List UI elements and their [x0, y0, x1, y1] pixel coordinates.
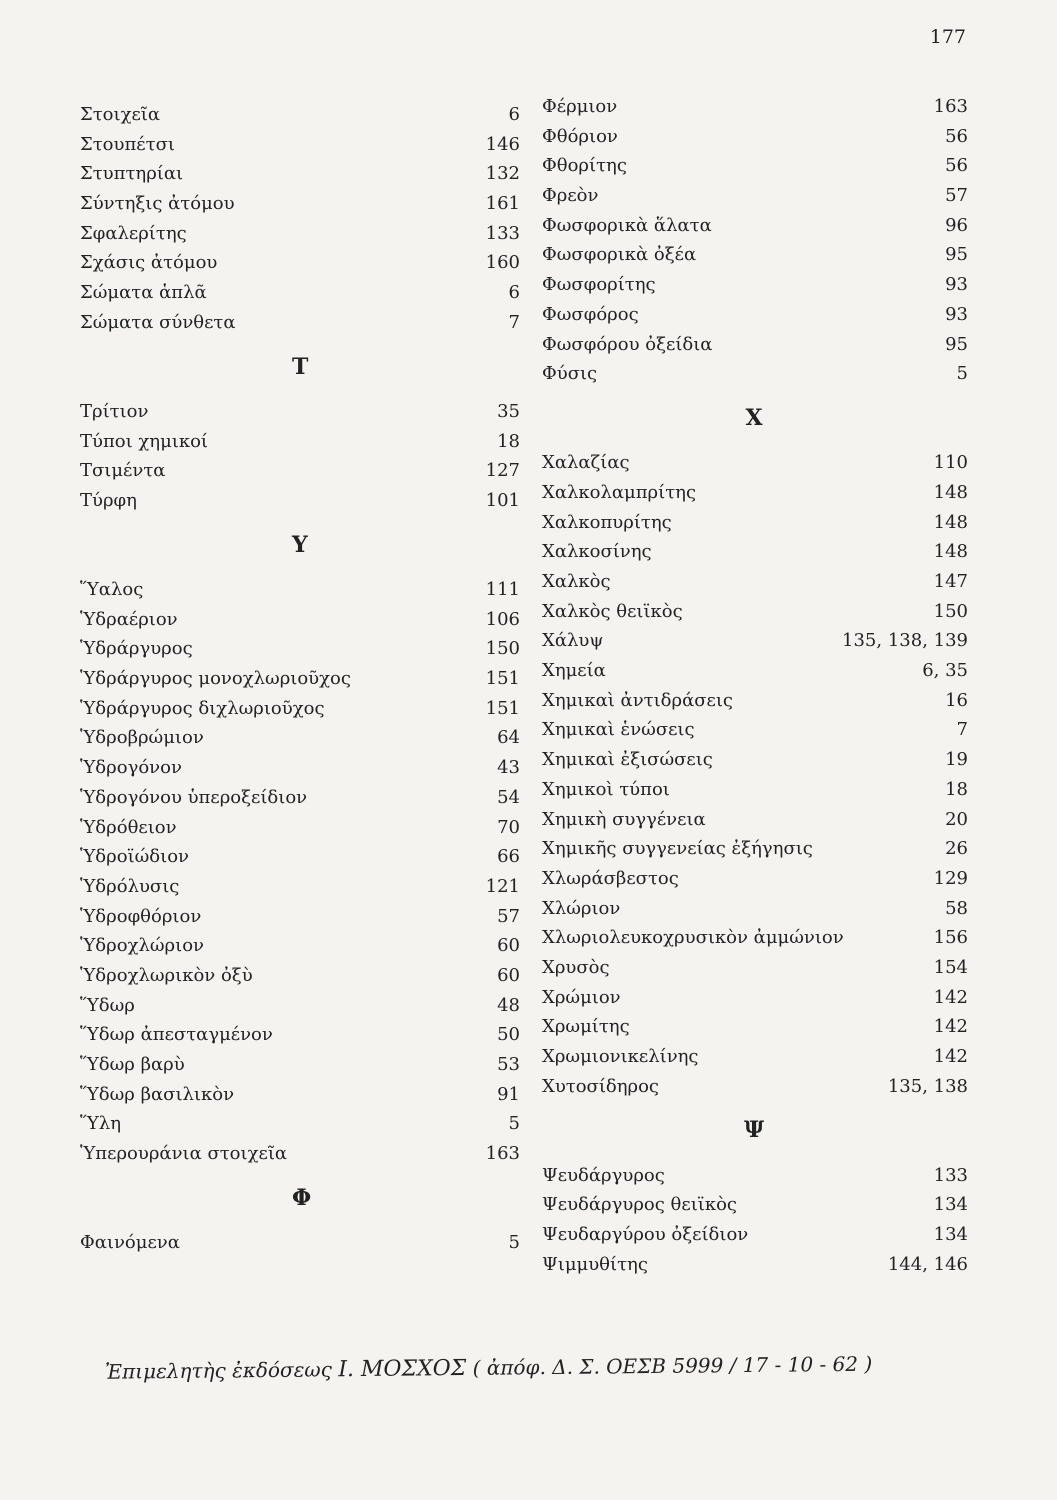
- index-term: Ὑδροχλώριον: [80, 935, 204, 957]
- index-term: Χημικοὶ τύποι: [542, 778, 670, 800]
- index-entry: [80, 278, 520, 308]
- index-page-ref: 106: [485, 608, 520, 630]
- index-entry: [540, 923, 968, 953]
- index-term: Ψιμμυθίτης: [542, 1253, 648, 1275]
- index-entry: [540, 537, 968, 567]
- index-term: Χρωμίτης: [542, 1016, 630, 1038]
- index-page-ref: 133: [485, 222, 520, 244]
- index-entry: [540, 151, 968, 181]
- index-entry: [540, 745, 968, 775]
- index-page-ref: 142: [933, 1046, 968, 1068]
- index-entry: [540, 1190, 968, 1220]
- index-page-ref: 60: [497, 935, 520, 957]
- index-page-ref: 7: [956, 719, 968, 741]
- footer-approval-note: ( ἀπόφ. Δ. Σ. ΟΕΣΒ 5999 / 17 - 10 - 62 ): [472, 1351, 873, 1380]
- index-page-ref: 54: [497, 786, 520, 808]
- index-page-ref: 53: [497, 1054, 520, 1076]
- index-term: Τσιμέντα: [80, 460, 166, 482]
- index-page-ref: 146: [485, 133, 520, 155]
- index-page-ref: 161: [485, 193, 520, 215]
- index-entry: [540, 597, 968, 627]
- index-term: Ὑδρόλυσις: [80, 875, 180, 897]
- index-term: Ὑδρογόνον: [80, 757, 182, 779]
- index-term: Φωσφόρος: [542, 303, 639, 325]
- index-term: Φθόριον: [542, 125, 618, 147]
- index-entry: [80, 486, 520, 516]
- index-term: Στυπτηρίαι: [80, 163, 184, 185]
- index-page-ref: 147: [933, 571, 968, 593]
- index-term: Ὕδωρ βαρὺ: [80, 1054, 185, 1076]
- index-entry: [80, 189, 520, 219]
- index-term: Σώματα σύνθετα: [80, 311, 236, 333]
- index-page-ref: 150: [933, 600, 968, 622]
- index-term: Χημικὴ συγγένεια: [542, 808, 706, 830]
- index-page-ref: 148: [933, 541, 968, 563]
- index-entry: [80, 308, 520, 338]
- index-entry: [540, 894, 968, 924]
- index-page-ref: 16: [945, 689, 968, 711]
- index-entry: [80, 783, 520, 813]
- index-term: Τύποι χημικοί: [80, 430, 208, 452]
- editor-footer: [105, 1350, 1005, 1384]
- index-page-ref: 163: [933, 96, 968, 117]
- index-term: Ψευδαργύρου ὀξείδιον: [542, 1224, 749, 1246]
- index-term: Χαλκοπυρίτης: [542, 511, 672, 533]
- index-entry: [540, 805, 968, 835]
- index-term: Χημικαὶ ἀντιδράσεις: [542, 689, 733, 711]
- index-entry: [540, 240, 968, 270]
- index-page-ref: 127: [485, 460, 520, 482]
- index-entry: [80, 1139, 520, 1169]
- index-term: Χαλαζίας: [542, 452, 630, 474]
- index-term: Χάλυψ: [542, 630, 604, 652]
- index-term: Ὑδροφθόριον: [80, 905, 202, 927]
- index-entry: [540, 270, 968, 300]
- index-term: Χαλκὸς θειϊκὸς: [542, 600, 683, 622]
- index-entry: [540, 478, 968, 508]
- index-entry: [540, 1161, 968, 1191]
- index-term: Ψευδάργυρος: [542, 1164, 665, 1186]
- letter-heading: Φ: [292, 1184, 312, 1211]
- index-entry: [540, 508, 968, 538]
- index-entry: [80, 664, 520, 694]
- index-page-ref: 20: [945, 808, 968, 830]
- index-entry: [80, 1228, 520, 1258]
- index-page-ref: 134: [933, 1194, 968, 1216]
- index-page-ref: 135, 138: [887, 1075, 968, 1097]
- index-term: Χαλκολαμπρίτης: [542, 481, 697, 503]
- index-page-ref: 18: [945, 778, 968, 800]
- index-entry: [540, 181, 968, 211]
- index-page-ref: 5: [508, 1113, 520, 1135]
- index-entry: [80, 723, 520, 753]
- index-page-ref: 7: [508, 311, 520, 333]
- index-entry: [540, 567, 968, 597]
- index-page-ref: 48: [497, 994, 520, 1016]
- index-term: Χημικαὶ ἐξισώσεις: [542, 749, 713, 771]
- index-term: Χημεία: [542, 660, 606, 682]
- index-page-ref: 5: [956, 363, 968, 385]
- index-entry: [540, 715, 968, 745]
- index-term: Τύρφη: [80, 489, 137, 511]
- index-entry: [80, 1109, 520, 1139]
- index-term: Ὑδράργυρος: [80, 638, 193, 660]
- index-entry: [80, 813, 520, 843]
- index-page-ref: 6, 35: [922, 660, 968, 682]
- index-page-ref: 91: [497, 1083, 520, 1105]
- index-entry: [80, 100, 520, 130]
- index-entry: [80, 991, 520, 1021]
- index-term: Ὑδραέριον: [80, 608, 178, 630]
- index-page-ref: 58: [945, 897, 968, 919]
- index-page-ref: 163: [485, 1143, 520, 1165]
- index-term: Ὕδωρ βασιλικὸν: [80, 1083, 235, 1105]
- index-page-ref: 60: [497, 964, 520, 986]
- index-term: Σύντηξις ἀτόμου: [80, 193, 235, 215]
- index-entry: [80, 753, 520, 783]
- index-term: Φύσις: [542, 363, 598, 385]
- index-term: Ψευδάργυρος θειϊκὸς: [542, 1194, 737, 1216]
- index-page-ref: 66: [497, 846, 520, 868]
- index-term: Φωσφορίτης: [542, 274, 656, 296]
- index-column-right: [540, 92, 968, 1280]
- index-page-ref: 56: [945, 125, 968, 147]
- index-page-ref: 150: [485, 638, 520, 660]
- index-page-ref: 93: [945, 303, 968, 325]
- index-term: Ὕδωρ ἀπεσταγμένον: [80, 1024, 273, 1046]
- index-entry: [80, 872, 520, 902]
- index-term: Σχάσις ἀτόμου: [80, 252, 218, 274]
- index-term: Σφαλερίτης: [80, 222, 187, 244]
- index-entry: [80, 159, 520, 189]
- index-term: Στουπέτσι: [80, 133, 175, 155]
- index-entry: [80, 1080, 520, 1110]
- index-term: Ὑδρογόνου ὑπεροξείδιον: [80, 786, 308, 808]
- index-page-ref: 95: [945, 333, 968, 355]
- index-term: Ὕαλος: [80, 579, 144, 601]
- index-entry: [80, 248, 520, 278]
- index-term: Χημικαὶ ἑνώσεις: [542, 719, 695, 741]
- index-term: Χλωριολευκοχρυσικὸν ἀμμώνιον: [542, 927, 844, 949]
- index-page-ref: 135, 138, 139: [842, 630, 968, 652]
- index-entry: [80, 219, 520, 249]
- index-entry: [80, 456, 520, 486]
- index-page-ref: 95: [945, 244, 968, 266]
- index-entry: [80, 961, 520, 991]
- index-entry: [80, 634, 520, 664]
- index-page-ref: 142: [933, 1016, 968, 1038]
- index-page-ref: 26: [945, 838, 968, 860]
- index-page-ref: 57: [945, 185, 968, 207]
- index-term: Χλώριον: [542, 897, 621, 919]
- index-entry: [540, 626, 968, 656]
- index-entry: [540, 359, 968, 389]
- index-term: Φθορίτης: [542, 155, 627, 177]
- index-entry: [80, 427, 520, 457]
- index-term: Τρίτιον: [80, 400, 149, 422]
- index-column-left: [80, 100, 520, 1258]
- index-term: Χυτοσίδηρος: [542, 1075, 660, 1097]
- index-entry: [540, 211, 968, 241]
- index-term: Φωσφορικὰ ἅλατα: [542, 214, 712, 236]
- index-entry: [80, 931, 520, 961]
- index-page-ref: 70: [497, 816, 520, 838]
- index-page-ref: 151: [485, 697, 520, 719]
- footer-label: Ἐπιμελητὴς ἐκδόσεως: [104, 1357, 333, 1384]
- index-entry: [540, 953, 968, 983]
- index-page-ref: 18: [497, 430, 520, 452]
- index-entry: [80, 1050, 520, 1080]
- letter-heading: Ψ: [743, 1117, 765, 1144]
- index-term: Φρεὸν: [542, 185, 599, 207]
- index-page-ref: 148: [933, 511, 968, 533]
- index-page-ref: 154: [933, 956, 968, 978]
- index-term: Ὑδράργυρος μονοχλωριοῦχος: [80, 668, 351, 690]
- index-entry: [80, 842, 520, 872]
- index-page-ref: 110: [933, 452, 968, 474]
- index-term: Ὕδωρ: [80, 994, 135, 1016]
- index-term: Φέρμιον: [542, 96, 618, 117]
- index-page-ref: 133: [933, 1164, 968, 1186]
- index-entry: [540, 1012, 968, 1042]
- index-page-ref: 134: [933, 1224, 968, 1246]
- index-entry: [540, 834, 968, 864]
- index-entry: [540, 775, 968, 805]
- index-entry: [540, 983, 968, 1013]
- index-entry: [540, 122, 968, 152]
- index-term: Χρώμιον: [542, 986, 621, 1008]
- index-page-ref: 93: [945, 274, 968, 296]
- index-entry: [80, 694, 520, 724]
- index-page-ref: 5: [508, 1232, 520, 1254]
- index-term: Φωσφορικὰ ὀξέα: [542, 244, 697, 266]
- index-page-ref: 6: [508, 282, 520, 304]
- index-entry: [80, 605, 520, 635]
- index-page-ref: 129: [933, 867, 968, 889]
- index-page-ref: 6: [508, 104, 520, 125]
- index-entry: [80, 397, 520, 427]
- letter-heading: Τ: [292, 353, 309, 380]
- index-entry: [540, 1250, 968, 1280]
- index-term: Ὑδράργυρος διχλωριοῦχος: [80, 697, 325, 719]
- index-term: Φαινόμενα: [80, 1232, 180, 1254]
- index-page-ref: 160: [485, 252, 520, 274]
- letter-heading: Χ: [745, 404, 763, 431]
- index-page-ref: 111: [485, 579, 520, 601]
- index-page-ref: 101: [485, 489, 520, 511]
- index-entry: [80, 902, 520, 932]
- index-term: Ὑδροβρώμιον: [80, 727, 204, 749]
- index-term: Ὑδροϊώδιον: [80, 846, 189, 868]
- letter-heading: Υ: [292, 531, 308, 558]
- index-entry: [540, 1042, 968, 1072]
- index-page-ref: 56: [945, 155, 968, 177]
- index-entry: [540, 864, 968, 894]
- index-page-ref: 43: [497, 757, 520, 779]
- index-page-ref: 151: [485, 668, 520, 690]
- index-term: Χημικῆς συγγενείας ἐξήγησις: [542, 838, 813, 860]
- index-page-ref: 156: [933, 927, 968, 949]
- index-term: Χαλκοσίνης: [542, 541, 652, 563]
- index-entry: [80, 130, 520, 160]
- index-entry: [540, 656, 968, 686]
- index-entry: [80, 1020, 520, 1050]
- index-entry: [540, 686, 968, 716]
- index-page-ref: 57: [497, 905, 520, 927]
- index-page-ref: 19: [945, 749, 968, 771]
- index-entry: [80, 575, 520, 605]
- index-page-ref: 121: [485, 875, 520, 897]
- index-term: Φωσφόρου ὀξείδια: [542, 333, 713, 355]
- index-page-ref: 142: [933, 986, 968, 1008]
- index-term: Ὕλη: [80, 1113, 121, 1135]
- index-page-ref: 50: [497, 1024, 520, 1046]
- index-term: Χαλκὸς: [542, 571, 611, 593]
- index-page-ref: 35: [497, 400, 520, 422]
- index-term: Σώματα ἁπλᾶ: [80, 282, 207, 304]
- index-entry: [540, 300, 968, 330]
- index-page-ref: 144, 146: [887, 1253, 968, 1275]
- footer-editor-name: Ι. ΜΟΣΧΟΣ: [338, 1355, 467, 1383]
- index-term: Χρυσὸς: [542, 956, 610, 978]
- index-term: Ὑπερουράνια στοιχεῖα: [80, 1143, 288, 1165]
- index-term: Ὑδρόθειον: [80, 816, 177, 838]
- index-entry: [540, 448, 968, 478]
- index-entry: [540, 1220, 968, 1250]
- index-entry: [540, 92, 968, 122]
- index-page-ref: 96: [945, 214, 968, 236]
- index-entry: [540, 1072, 968, 1102]
- index-entry: [540, 330, 968, 360]
- index-term: Χλωράσβεστος: [542, 867, 679, 889]
- index-term: Στοιχεῖα: [80, 104, 161, 125]
- page-number: 177: [929, 26, 966, 48]
- index-term: Ὑδροχλωρικὸν ὀξὺ: [80, 964, 253, 986]
- index-page-ref: 64: [497, 727, 520, 749]
- index-page-ref: 148: [933, 481, 968, 503]
- index-page-ref: 132: [485, 163, 520, 185]
- index-term: Χρωμιονικελίνης: [542, 1046, 699, 1068]
